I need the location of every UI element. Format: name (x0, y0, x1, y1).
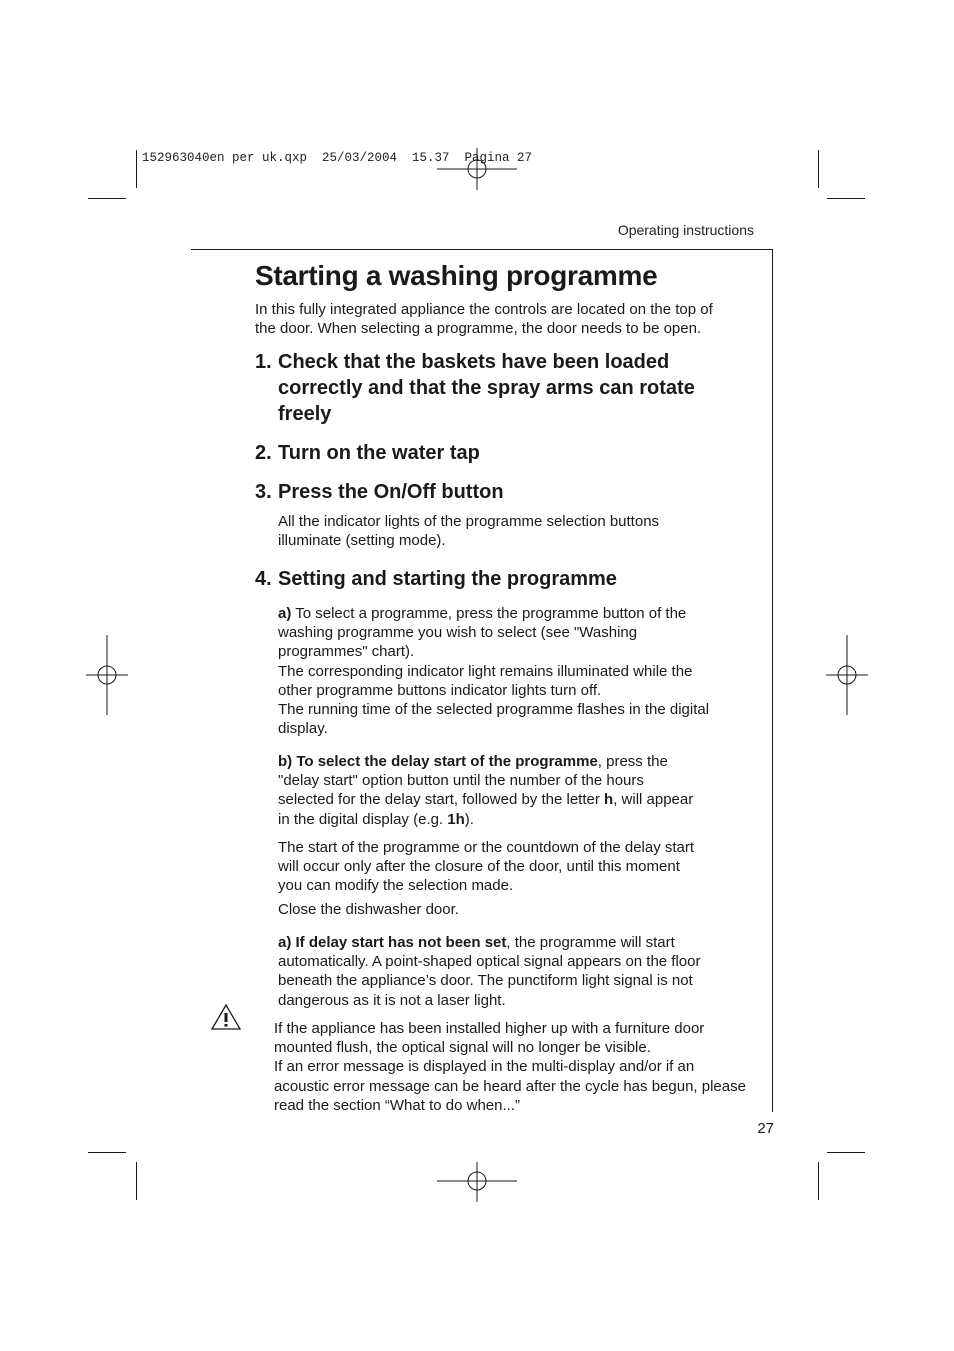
step-3-heading: 3. Press the On/Off button (255, 481, 504, 503)
registration-mark-icon (86, 635, 128, 715)
crop-mark (136, 1162, 137, 1200)
registration-mark-icon (437, 1162, 517, 1202)
step-4a-paragraph: a) To select a programme, press the programme button of the washing programme you wish to select (see "Washing programmes" chart). The corresponding indicator light remains illuminated while the other programme buttons indicator lights turn off. The running time of the selected programme flashes in the digital display. (278, 605, 710, 738)
margin-rule (772, 249, 773, 1112)
crop-mark (818, 1162, 819, 1200)
close-door-text: Close the dishwasher door. (278, 901, 459, 918)
registration-mark-icon (826, 635, 868, 715)
registration-mark-icon (437, 148, 517, 190)
start-paragraph: The start of the programme or the countdown of the delay start will occur only after the closure of the door, until this moment you can modify the selection made. (278, 839, 695, 895)
step-4-heading: 4. Setting and starting the programme (255, 568, 617, 590)
page-number: 27 (757, 1120, 774, 1137)
step-3-body: All the indicator lights of the programme selection buttons illuminate (setting mode). (278, 513, 660, 550)
warning-paragraph: If the appliance has been installed higher up with a furniture door mounted flush, the optical signal will no longer be visible. If an error message is displayed in the multi-display and/or if an acoustic error message can be heard after the cycle has begun, please read the section “What to do when...” (274, 1020, 746, 1114)
intro-paragraph: In this fully integrated appliance the controls are located on the top of the door. When selecting a programme, the door needs to be open. (255, 301, 713, 338)
running-header: Operating instructions (617, 222, 754, 238)
step-2-heading: 2. Turn on the water tap (255, 442, 480, 464)
header-rule (191, 249, 773, 250)
warning-triangle-icon (211, 1004, 241, 1030)
crop-mark (818, 150, 819, 188)
crop-mark (136, 150, 137, 188)
printer-slug: 152963040en per uk.qxp 25/03/2004 15.37 Pagina 27 (142, 151, 533, 165)
crop-mark (827, 198, 865, 199)
step-1-heading: 1. Check that the baskets have been loaded correctly and that the spray arms can rotate freely (255, 351, 695, 425)
crop-mark (88, 198, 126, 199)
page-title: Starting a washing programme (255, 260, 658, 291)
crop-mark (88, 1152, 126, 1153)
step-4b-paragraph: b) To select the delay start of the programme, press the "delay start" option button until the number of the hours selected for the delay start, followed by the letter h, will appear in the digital display (e.g. 1h). (278, 753, 694, 828)
crop-mark (827, 1152, 865, 1153)
no-delay-paragraph: a) If delay start has not been set, the programme will start automatically. A point-shaped optical signal appears on the floor beneath the appliance’s door. The punctiform light signal is not dangerous as it is not a laser light. (278, 934, 701, 1009)
